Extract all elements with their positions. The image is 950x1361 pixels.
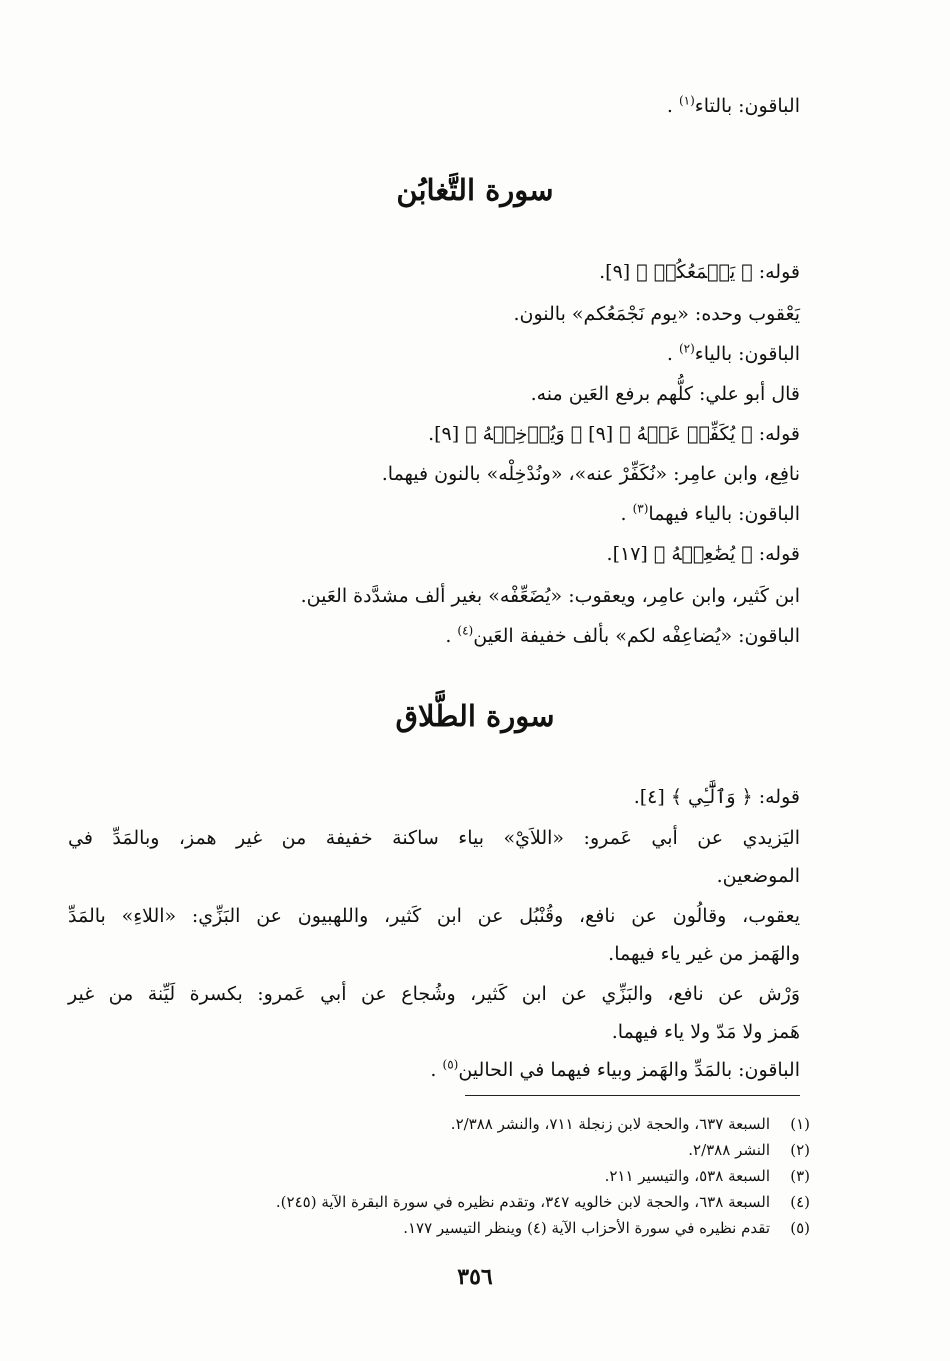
footnote-number: (٤) [790,1193,810,1211]
text-line: وَرْش عن نافع، والبَزِّي عن ابن كَثير، وشُجاع عن أبي عَمرو: بكسرة لَيِّنة من غير [68,983,800,1005]
footnote-text: السبعة ٦٣٨، والحجة لابن خالويه ٣٤٧، وتقدم نظيره في سورة البقرة الآية (٢٤٥). [275,1193,770,1211]
text-line: يعقوب، وقالُون عن نافع، وقُنْبُل عن ابن كَثير، واللهبيون عن البَزِّي: «اللاءِ» بالمَدِّ [68,905,800,927]
text-line: قال أبو علي: كلُّهم برفع العَين منه. [530,383,800,405]
footnote-divider [465,1095,800,1096]
text-line: الباقون: «يُضاعِفْه لكم» بألف خفيفة العَين$^{(٤)}$ . [445,623,800,647]
text-line: الباقون: بالتاء$^{(١)}$ . [666,93,800,117]
text-line: يَعْقوب وحده: «يوم نَجْمَعُكم» بالنون. [513,303,800,325]
footnote [688,1138,810,1162]
text-line: قوله: ﴿ يَجۡمَعُكُمۡ ﴾ [٩]. [599,261,800,283]
footnote-marker: (٢) [678,341,695,356]
text-line: نافِع، وابن عامِر: «نُكَفِّرْ عنه»، «ونُدْخِلْه» بالنون فيهما. [381,463,800,485]
text-line: اليَزيدي عن أبي عَمرو: «اللاَيْ» بياء ساكنة خفيفة من غير همز، وبالمَدِّ في [68,827,800,849]
footnote-text: السبعة ٥٣٨، والتيسير ٢١١. [604,1167,770,1185]
footnote-text: السبعة ٦٣٧، والحجة لابن زنجلة ٧١١، والنشر ٢/٣٨٨. [450,1115,770,1133]
footnote-number: (٢) [790,1141,810,1159]
text-line: الباقون: بالياء$^{(٢)}$ . [666,341,800,365]
text-line: الباقون: بالمَدِّ والهَمز وبياء فيهما في الحالين$^{(٥)}$ . [430,1057,800,1081]
footnote-number: (٥) [790,1219,810,1237]
text-line: والهَمز من غير ياء فيهما. [608,943,800,965]
footnote [451,1112,810,1136]
footnote [276,1190,810,1214]
page-number: ٣٥٦ [457,1264,493,1290]
text-line: الباقون: بالياء فيهما$^{(٣)}$ . [620,501,800,525]
footnote-marker: (٣) [632,501,649,516]
footnote-number: (٣) [790,1167,810,1185]
footnote-number: (١) [790,1115,810,1133]
footnote [605,1164,810,1188]
text-line: هَمز ولا مَدّ ولا ياء فيهما. [611,1021,800,1043]
text-line: قوله: ﴿ وَٱلَّٰٓـِٔي ﴾ [٤]. [633,786,800,808]
footnote-marker: (٥) [442,1057,459,1072]
footnote-text: تقدم نظيره في سورة الأحزاب الآية (٤) وينظر التيسير ١٧٧. [403,1219,770,1237]
footnote-marker: (١) [678,93,695,108]
surah-title: سورة الطَّلاق [395,699,555,733]
footnote-text: النشر ٢/٣٨٨. [688,1141,770,1159]
text-line: قوله: ﴿ يُضَٰعِفۡهُ ﴾ [١٧]. [606,543,800,565]
footnote [403,1216,810,1240]
surah-title: سورة التَّغابُن [396,173,554,207]
footnote-marker: (٤) [457,623,474,638]
text-line: ابن كَثير، وابن عامِر، ويعقوب: «يُضَعِّفْه» بغير ألف مشدَّدة العَين. [300,585,800,607]
text-line: الموضعين. [716,865,800,887]
text-line: قوله: ﴿ يُكَفِّرۡ عَنۡهُ ﴾ [٩] ﴿ وَيُدۡخِلۡهُ ﴾ [٩]. [428,423,800,445]
